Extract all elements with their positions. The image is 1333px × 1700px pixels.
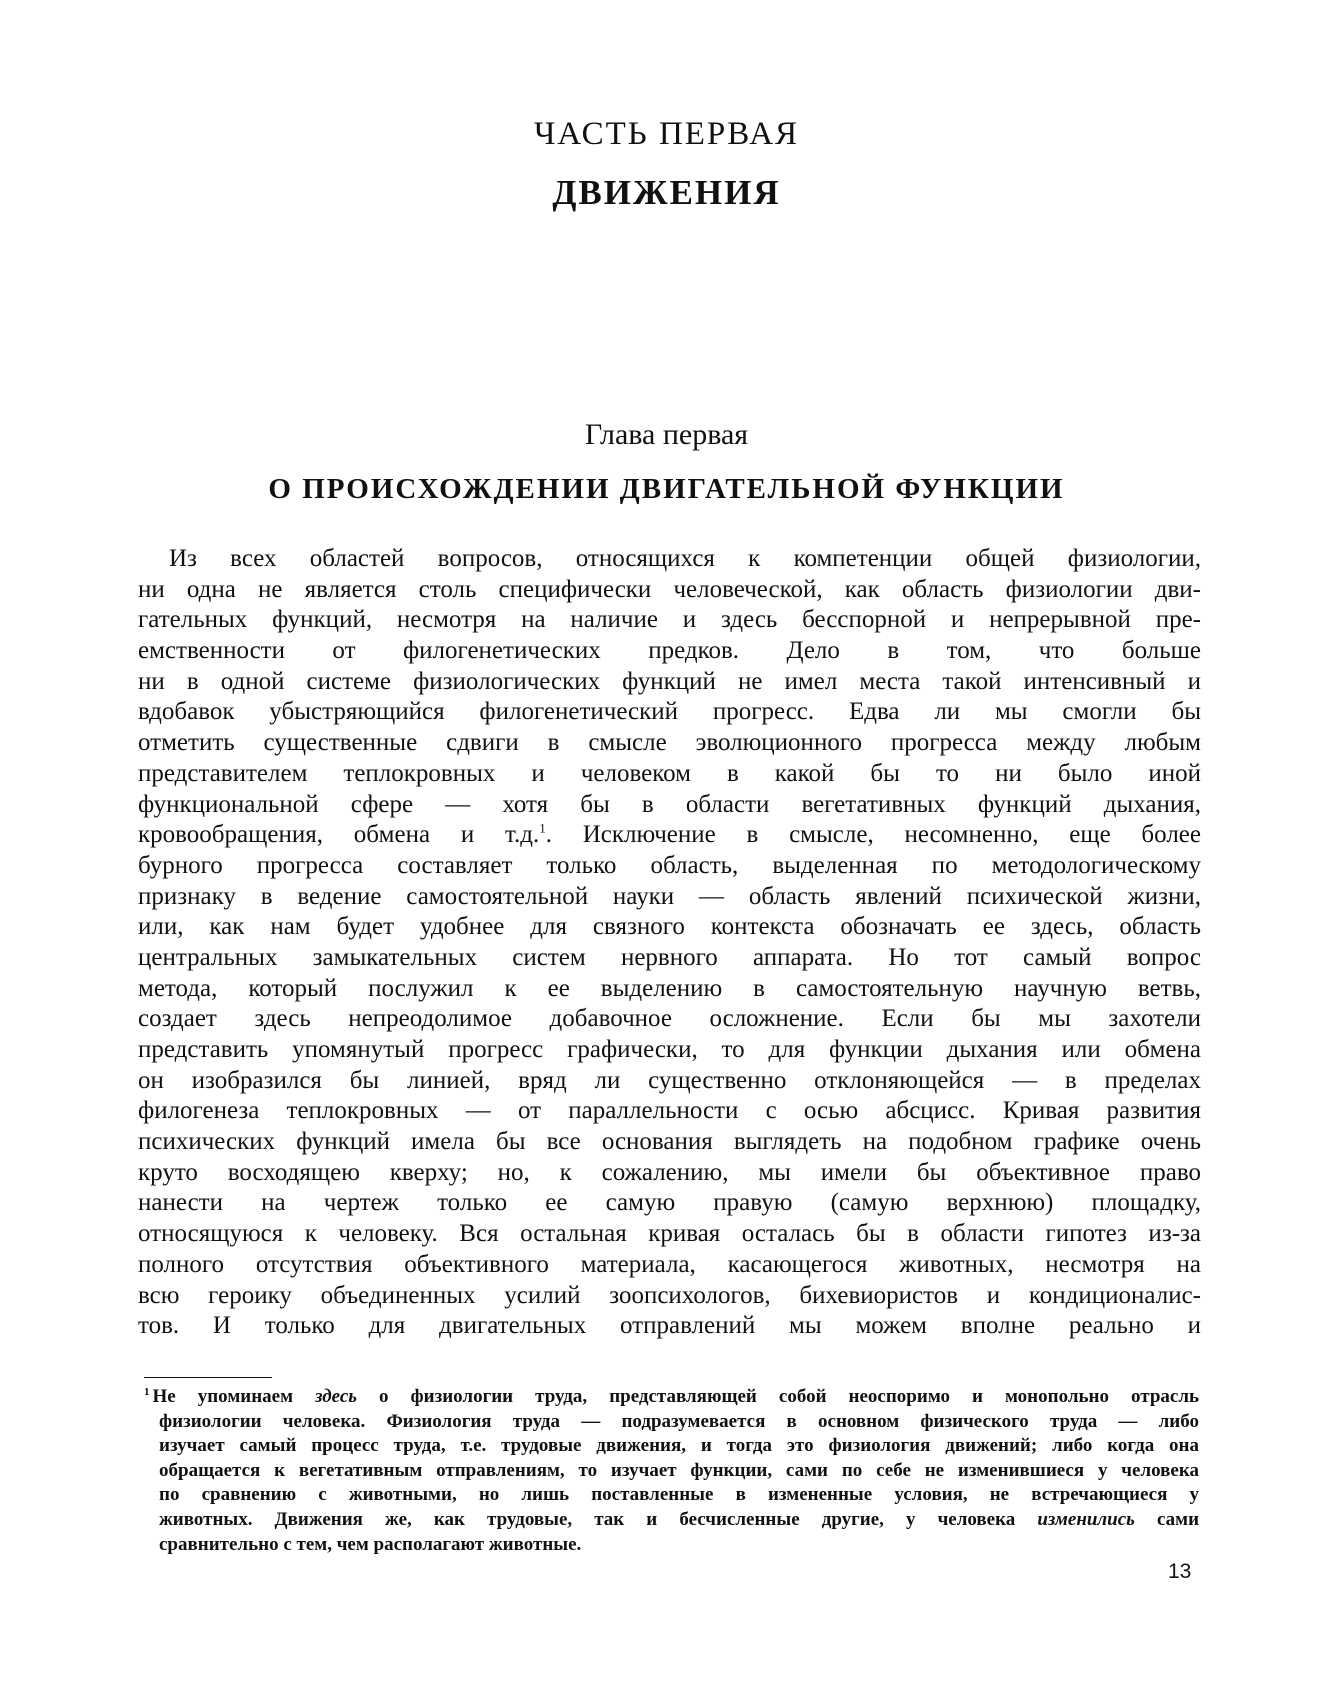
text-line: круто восходящею кверху; но, к сожалению, мы имели бы объективное право xyxy=(138,1158,1201,1186)
text-line: признаку в ведение самостоятельной науки — область явлений психической жизни, xyxy=(138,882,1201,910)
footnote xyxy=(144,1385,1199,1557)
footnote-line xyxy=(144,1508,1199,1533)
text-line: представить упомянутый прогресс графически, то для функции дыхания или обмена xyxy=(138,1036,1201,1063)
text-segment: о физиологии труда, представляющей собой неоспоримо и монопольно отрасль xyxy=(378,1386,1199,1407)
chapter-label: Глава первая xyxy=(584,418,749,451)
text-segment: Не упоминаем xyxy=(152,1386,294,1407)
text-line: ни в одной системе физиологических функций не имел места такой интенсивный и xyxy=(138,667,1201,695)
text-line: емственности от филогенетических предков. Дело в том, что больше xyxy=(138,637,1201,665)
footnote-line: физиологии человека. Физиология труда — подразумевается в основном физического труда — либо xyxy=(159,1410,1199,1432)
text-segment: . Исключение в смысле, несомненно, еще более xyxy=(545,821,1201,849)
text-line: центральных замыкательных систем нервного аппарата. Но тот самый вопрос xyxy=(138,943,1201,971)
text-line: относящуюся к человеку. Вся остальная кривая осталась бы в области гипотез из-за xyxy=(138,1220,1201,1248)
text-line: он изобразился бы линией, вряд ли существенно отклоняющейся — в пределах xyxy=(138,1066,1201,1094)
text-line: бурного прогресса составляет только область, выделенная по методологическому xyxy=(138,851,1201,879)
text-line: метода, который послужил к ее выделению в самостоятельную научную ветвь, xyxy=(138,974,1201,1002)
footnote-line: по сравнению с животными, но лишь поставленные в измененные условия, не встречающиеся у xyxy=(159,1484,1199,1506)
text-line: филогенеза теплокровных — от параллельности с осью абсцисс. Кривая развития xyxy=(138,1097,1201,1125)
text-line: всю героику объединенных усилий зоопсихологов, бихевиористов и кондиционалис- xyxy=(138,1281,1201,1309)
text-line: представителем теплокровных и человеком в какой бы то ни было иной xyxy=(138,759,1201,787)
text-line: функциональной сфере — хотя бы в области вегетативных функций дыхания, xyxy=(138,790,1201,818)
text-line: гательных функций, несмотря на наличие и здесь бесспорной и непрерывной пре- xyxy=(138,606,1201,634)
text-line: создает здесь непреодолимое добавочное осложнение. Если бы мы захотели xyxy=(138,1005,1201,1033)
chapter-title: О ПРОИСХОЖДЕНИИ ДВИГАТЕЛЬНОЙ ФУНКЦИИ xyxy=(268,473,1065,505)
emphasis: здесь xyxy=(315,1386,357,1407)
footnote-line: обращается к вегетативным отправлениям, то изучает функции, сами по себе не изменившиеся у человека xyxy=(159,1459,1199,1481)
text-line: или, как нам будет удобнее для связного контекста обозначать ее здесь, область xyxy=(138,913,1201,941)
text-segment: сами xyxy=(1156,1508,1199,1530)
footnote-line: изучает самый процесс труда, т.е. трудовые движения, и тогда это физиология движений; либо когда она xyxy=(159,1435,1199,1457)
page-number: 13 xyxy=(1168,1560,1192,1583)
text-line: вдобавок убыстряющийся филогенетический прогресс. Едва ли мы смогли бы xyxy=(138,698,1201,726)
footnote-line xyxy=(144,1385,1199,1410)
footnote-separator xyxy=(144,1377,272,1378)
text-line: нанести на чертеж только ее самую правую (самую верхнюю) площадку, xyxy=(138,1189,1201,1217)
footnote-reference[interactable]: 1 xyxy=(539,820,546,836)
text-line: Из всех областей вопросов, относящихся к компетенции общей физиологии, xyxy=(169,545,1201,572)
text-line: тов. И только для двигательных отправлений мы можем вполне реально и xyxy=(138,1312,1201,1340)
footnote-marker: 1 xyxy=(144,1385,150,1398)
text-line: ни одна не является столь специфически человеческой, как область физиологии дви- xyxy=(138,575,1201,603)
footnote-line: сравнительно с тем, чем располагают животные. xyxy=(159,1533,582,1555)
text-segment: животных. Движения же, как трудовые, так и бесчисленные другие, у человека xyxy=(159,1508,1016,1530)
text-line: отметить существенные сдвиги в смысле эволюционного прогресса между любым xyxy=(138,729,1201,757)
emphasis: изменились xyxy=(1037,1508,1135,1530)
part-title: ДВИЖЕНИЯ xyxy=(552,173,781,212)
body-paragraph xyxy=(138,544,1201,1342)
text-line: полного отсутствия объективного материала, касающегося животных, несмотря на xyxy=(138,1250,1201,1278)
part-label: ЧАСТЬ ПЕРВАЯ xyxy=(533,116,800,152)
text-line: психических функций имела бы все основания выглядеть на подобном графике очень xyxy=(138,1128,1201,1156)
text-line-with-footnote-ref xyxy=(138,820,1201,851)
text-segment: кровообращения, обмена и т.д. xyxy=(138,821,540,849)
